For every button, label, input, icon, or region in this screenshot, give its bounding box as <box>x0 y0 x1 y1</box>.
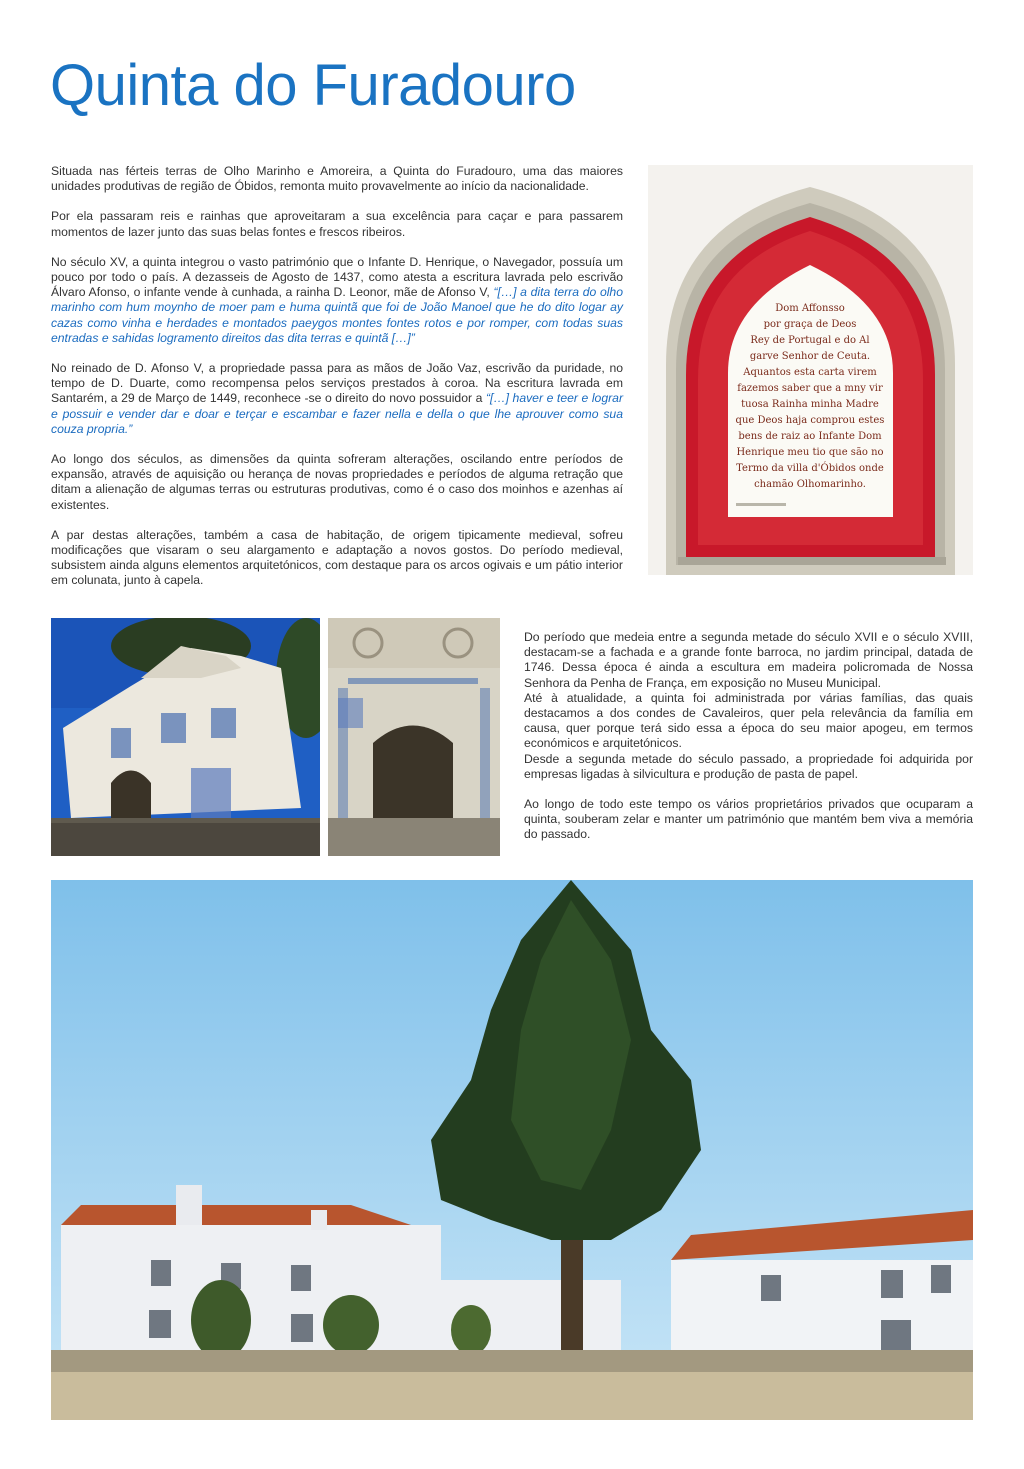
paragraph-15th-century <box>51 255 623 346</box>
arch-inscription-illustration <box>648 165 973 575</box>
inscription-line: Aquantos esta carta virem <box>743 367 877 378</box>
inscription-line: Henrique meu tio que são no <box>736 447 884 458</box>
inscription-line: Rey de Portugal e do Al <box>750 335 870 346</box>
inscription-line: que Deos haja comprou estes <box>735 415 885 426</box>
paragraph-royals: Por ela passaram reis e rainhas que aproveitaram a sua excelência para caçar e para passarem momentos de lazer junto das suas belas fontes e frescos ribeiros. <box>51 209 623 239</box>
paragraph-text: No século XV, a quinta integrou o vasto património que o Infante D. Henrique, o Navegador, possuía um pouco por todo o país. A dezasseis de Agosto de 1437, como atesta a escritura lavrada pelo escrivão Álvaro Afonso, o infante vende à cunhada, a rainha D. Leonor, mãe de Afonso V, <box>51 254 623 300</box>
inscription-line: garve Senhor de Ceuta. <box>749 351 871 362</box>
estate-courtyard-illustration <box>51 880 973 1420</box>
inscription-line: Dom Affonsso <box>775 303 845 314</box>
inscription-line: fazemos saber que a mny vir <box>737 383 883 394</box>
inscription-line: por graça de Deos <box>763 319 857 330</box>
inscription-line: Termo da villa d'Óbidos onde <box>736 463 884 474</box>
paragraph-text: No reinado de D. Afonso V, a propriedade passa para as mãos de João Vaz, escrivão da puridade, no tempo de D. Duarte, como recompensa pelos serviços prestados à coroa. Na escritura lavrada em Santarém, a 29 de Março de 1449, reconhece -se o direito do novo possuidor a <box>51 361 623 406</box>
baroque-fountain-illustration <box>51 618 320 856</box>
historical-quote: “[…] a dita terra do olho marinho com hum moynho de moer pam e huma quintã que foi de João Manoel que he do dito logar ay cazas como vinha e herdades e montados paeygos montes fontes rotos e por romper, com todas suas entradas e sahidas logramento direitos das dita terras e quintã […]” <box>51 285 623 345</box>
baroque-fountain-photo-detail <box>328 618 500 856</box>
inscription-line: chamão Olhomarinho. <box>754 479 866 490</box>
paragraph-memory: Ao longo de todo este tempo os vários proprietários privados que ocuparam a quinta, souberam zelar e manter um património que mantém bem viva a memória do passado. <box>524 797 973 842</box>
fountain-detail-illustration <box>328 618 500 856</box>
paragraph-centuries: Ao longo dos séculos, as dimensões da quinta sofreram alterações, oscilando entre períodos de expansão, através de aquisição ou herança de novas propriedades e períodos de alguma retração que ditam a alienação de algumas terras ou estruturas produtivas, como é o caso dos moinhos e azenhas aí existentes. <box>51 452 623 512</box>
paragraph-afonso-v <box>51 361 623 437</box>
paragraph-baroque: Do período que medeia entre a segunda metade do século XVII e o século XVIII, destacam-se a fachada e a grande fonte barroca, no jardim principal, datada de 1746. Dessa época é ainda a escultura em madeira policromada de Nossa Senhora da Penha de França, em exposição no Museu Municipal. <box>524 630 973 690</box>
estate-courtyard-photo <box>51 880 973 1420</box>
history-text-column <box>524 630 973 843</box>
baroque-fountain-photo-wide <box>51 618 320 856</box>
intro-text-column <box>51 164 623 604</box>
paragraph-origins: Situada nas férteis terras de Olho Marinho e Amoreira, a Quinta do Furadouro, uma das maiores unidades produtivas de região de Óbidos, remonta muito provavelmente ao início da nacionalidade. <box>51 164 623 194</box>
historical-quote: “[…] haver e teer e lograr e possuir e vender dar e doar e terçar e escambar e fazer nella e della o que lhe aprouver como sua couza propria.” <box>51 391 624 436</box>
paragraph-silviculture: Desde a segunda metade do século passado, a propriedade foi adquirida por empresas ligadas à silvicultura e produção de pasta de papel. <box>524 751 973 781</box>
inscription-line: bens de raiz ao Infante Dom <box>738 431 882 442</box>
arch-inscription-photo <box>648 165 973 575</box>
paragraph-families: Até à atualidade, a quinta foi administrada por várias famílias, das quais destacamos a dos condes de Cavaleiros, quer pela relevância da família em causa, quer porque terá sido essa a época do seu maior apogeu, em termos económicos e arquitetónicos. <box>524 690 973 751</box>
inscription-line: tuosa Rainha minha Madre <box>741 399 879 410</box>
paragraph-medieval-house: A par destas alterações, também a casa de habitação, de origem tipicamente medieval, sofreu modificações que visaram o seu alargamento e adaptação a novos gostos. Do período medieval, subsistem ainda alguns elementos arquitetónicos, com destaque para os arcos ogivais e um pátio interior em colunata, junto à capela. <box>51 527 623 588</box>
page-title: Quinta do Furadouro <box>50 53 576 118</box>
